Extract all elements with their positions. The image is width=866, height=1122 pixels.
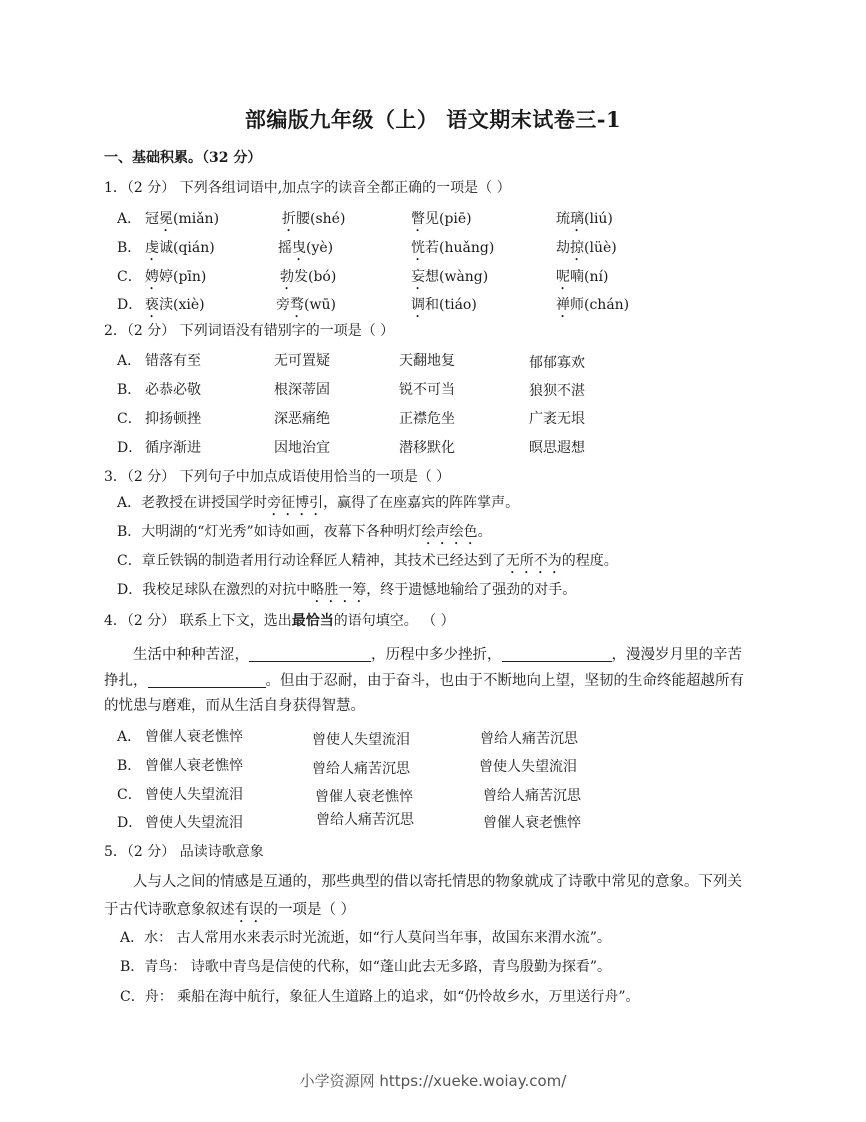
option-item: 冠冕(miǎn) [145,211,220,227]
option-item: 曾催人衰老憔悴 [483,815,581,831]
option-item: 正襟危坐 [399,411,455,427]
passage-line-1: 生活中种种苦涩， ，历程中多少挫折， ，漫漫岁月里的辛苦 [133,647,742,663]
option-item: 曾给人痛苦沉思 [312,761,410,777]
option-item: 抑扬顿挫 [145,411,201,427]
section-heading: 一、基础积累。（32 分） [104,150,262,166]
option-item: 曾使人失望流泪 [145,815,243,831]
option-item: 摇曳(yè) [278,240,334,256]
option-label: C． [117,269,142,285]
option-item: 错落有至 [145,353,201,369]
option-label: B． [117,382,142,398]
question-4-stem: 4．（2 分） 联系上下文，选出最恰当的语句填空。 （ ） [104,613,455,629]
fill-blank-3 [148,673,266,689]
option-item: 旁骛(wū) [276,297,336,313]
option-label: B． [117,240,142,256]
option-item: 必恭必敬 [145,382,201,398]
question-1-stem: 1．（2 分） 下列各组词语中,加点字的读音全都正确的一项是（ ） [104,180,511,196]
option-item: 折腰(shé) [282,211,346,227]
option-label: A． [117,211,142,227]
fill-blank-2 [502,647,612,663]
option-label: D． [117,440,143,456]
option-item: 禅师(chán) [556,297,630,313]
option-label: D． [117,815,143,831]
option-item: 锐不可当 [399,382,455,398]
option-item: 天翻地复 [399,353,455,369]
question-5-stem: 5．（2 分） 品读诗歌意象 [104,844,264,860]
option-a: A．水： 古人常用水来表示时光流逝，如“行人莫问当年事，故国东来渭水流”。 [120,930,611,946]
option-item: 曾使人失望流泪 [312,732,410,748]
page-title: 部编版九年级（上） 语文期末试卷三-1 [244,107,622,132]
option-item: 无可置疑 [274,353,330,369]
option-item: 虔诚(qián) [145,240,215,256]
option-item: 曾催人衰老憔悴 [145,729,243,745]
option-item: 循序渐进 [145,440,201,456]
option-item: 潜移默化 [399,440,455,456]
option-item: 亵渎(xiè) [145,297,205,313]
option-item: 曾给人痛苦沉思 [480,731,578,747]
fill-blank-1 [249,647,371,663]
option-item: 广袤无垠 [529,411,585,427]
passage-line-2: 于古代诗歌意象叙述有误的一项是（ ） [104,902,356,918]
option-d: D．我校足球队在激烈的对抗中略胜一筹，终于遗憾地输给了强劲的对手。 [117,582,577,598]
option-label: B． [117,758,142,774]
passage-line-1: 人与人之间的情感是互通的，那些典型的借以寄托情思的物象就成了诗歌中常见的意象。下列关 [133,874,742,890]
option-label: A． [117,353,142,369]
question-2-stem: 2．（2 分） 下列词语没有错别字的一项是（ ） [104,323,395,339]
option-item: 瞥见(piē) [411,211,472,227]
passage-line-2: 挣扎， 。但由于忍耐，由于奋斗，也由于不断地向上望，坚韧的生命终能超越所有 [104,673,744,689]
emphasis-text: 最恰当 [291,613,334,629]
option-item: 劫掠(lüè) [556,240,617,256]
option-item: 狼狈不湛 [529,383,585,399]
option-item: 根深蒂固 [274,382,330,398]
option-item: 曾使人失望流泪 [479,759,577,775]
option-label: C． [117,411,142,427]
option-item: 郁郁寡欢 [529,355,585,371]
footer-watermark: 小学资源网 https://xueke.woiay.com/ [299,1072,567,1090]
option-item: 恍若(huǎng) [411,240,495,256]
option-item: 妄想(wàng) [411,269,489,285]
option-item: 曾催人衰老憔悴 [145,758,243,774]
option-item: 琉璃(liú) [556,211,613,227]
option-item: 曾使人失望流泪 [145,787,243,803]
option-item: 呢喃(ní) [556,269,609,285]
option-label: A． [117,729,142,745]
option-item: 勃发(bó) [280,269,337,285]
option-item: 曾给人痛苦沉思 [483,788,581,804]
option-c: C．舟： 乘船在海中航行，象征人生道路上的追求，如“仍怜故乡水，万里送行舟”。 [120,989,640,1005]
option-label: C． [117,787,142,803]
option-label: D． [117,297,143,313]
question-3-stem: 3．（2 分） 下列句子中加点成语使用恰当的一项是（ ） [104,469,451,485]
option-item: 因地治宜 [274,440,330,456]
option-b: B．青鸟： 诗歌中青鸟是信使的代称，如“蓬山此去无多路，青鸟殷勤为探看”。 [120,959,612,975]
option-item: 调和(tiáo) [411,297,477,313]
option-item: 娉婷(pīn) [145,269,207,285]
option-item: 曾给人痛苦沉思 [316,812,414,828]
passage-line-3: 的忧患与磨难，而从生活自身获得智慧。 [104,698,365,714]
option-c: C．章丘铁锅的制造者用行动诠释匠人精神，其技术已经达到了无所不为的程度。 [117,553,618,569]
option-item: 曾催人衰老憔悴 [315,789,413,805]
option-a: A．老教授在讲授国学时旁征博引，赢得了在座嘉宾的阵阵掌声。 [117,495,520,511]
option-item: 暝思遐想 [529,440,585,456]
option-item: 深恶痛绝 [274,411,330,427]
option-b: B．大明湖的“灯光秀”如诗如画，夜幕下各种明灯绘声绘色。 [117,524,492,540]
